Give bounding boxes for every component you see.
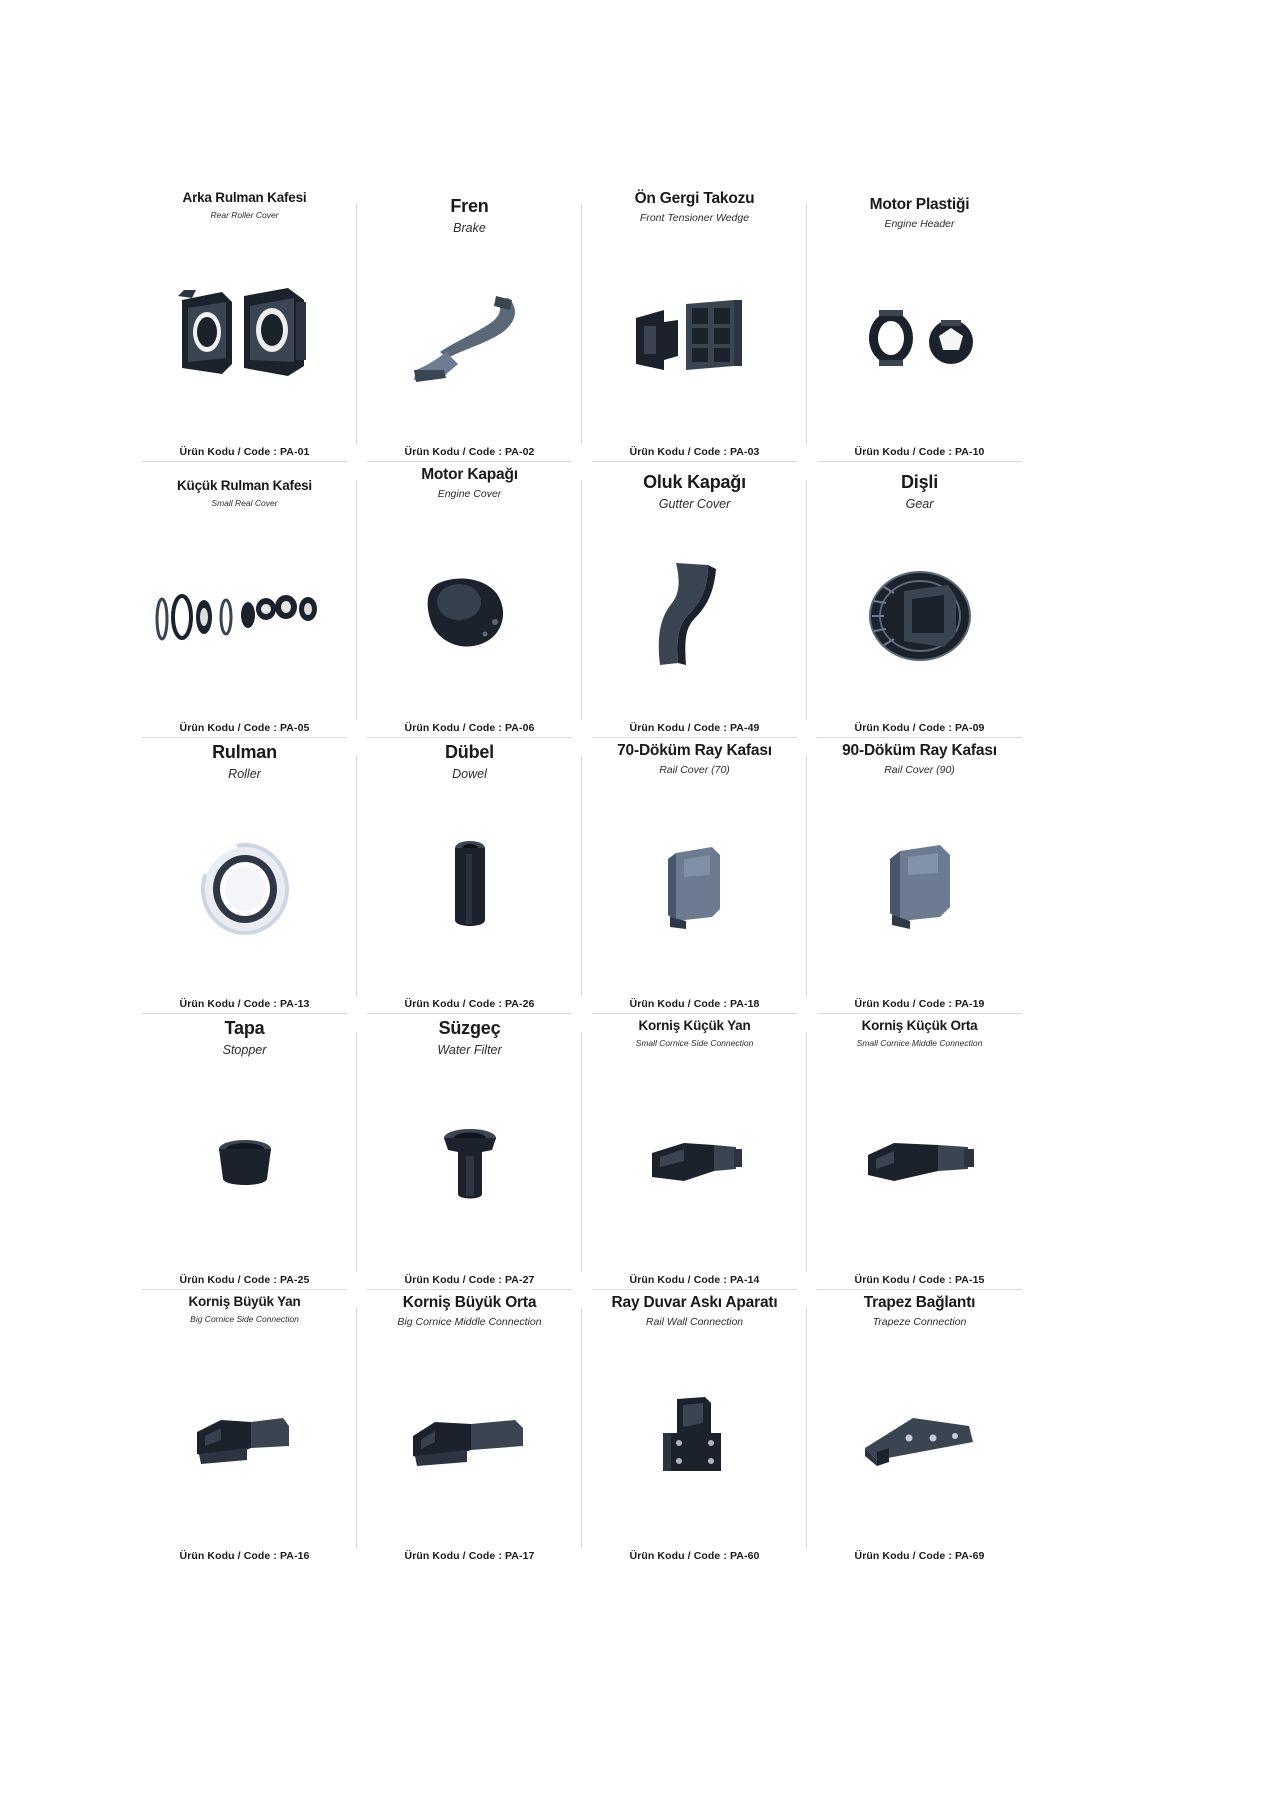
product-subtitle: Small Cornice Middle Connection xyxy=(856,1037,983,1048)
product-code: Ürün Kodu / Code : PA-49 xyxy=(629,722,760,734)
product-card xyxy=(582,1014,807,1290)
product-card xyxy=(132,738,357,1014)
product-subtitle: Rear Roller Cover xyxy=(210,209,279,220)
product-title: 70-Döküm Ray Kafası xyxy=(617,742,772,759)
product-card xyxy=(807,738,1032,1014)
product-title: Tapa xyxy=(224,1018,265,1038)
product-code: Ürün Kodu / Code : PA-19 xyxy=(854,998,985,1010)
product-title: Korniş Büyük Yan xyxy=(188,1294,301,1309)
product-card xyxy=(132,186,357,462)
rail-head-70-icon xyxy=(582,776,807,998)
product-subtitle: Gutter Cover xyxy=(658,496,731,511)
tensioner-wedge-icon xyxy=(582,224,807,446)
product-subtitle: Big Cornice Side Connection xyxy=(190,1313,299,1324)
product-title: Ray Duvar Askı Aparatı xyxy=(611,1294,778,1311)
product-title: Rulman xyxy=(212,742,277,762)
gutter-cover-icon xyxy=(582,511,807,722)
product-code: Ürün Kodu / Code : PA-10 xyxy=(854,446,985,458)
cornice-small-middle-icon xyxy=(807,1048,1032,1274)
product-code: Ürün Kodu / Code : PA-27 xyxy=(404,1274,535,1286)
product-subtitle: Rail Cover (90) xyxy=(884,763,955,776)
product-title: Korniş Küçük Yan xyxy=(638,1018,751,1033)
product-title: Motor Kapağı xyxy=(421,466,518,483)
product-row xyxy=(132,1290,1032,1566)
product-code: Ürün Kodu / Code : PA-03 xyxy=(629,446,760,458)
product-title: Dübel xyxy=(444,742,494,762)
product-card xyxy=(132,462,357,738)
product-card xyxy=(357,738,582,1014)
cornice-big-middle-icon xyxy=(357,1328,582,1550)
product-subtitle: Gear xyxy=(905,496,934,511)
product-card xyxy=(807,1290,1032,1566)
product-card xyxy=(132,1014,357,1290)
product-subtitle: Big Cornice Middle Connection xyxy=(397,1315,542,1328)
product-subtitle: Front Tensioner Wedge xyxy=(639,211,750,224)
product-code: Ürün Kodu / Code : PA-02 xyxy=(404,446,535,458)
small-bearing-parts-icon xyxy=(132,508,357,722)
product-title: Fren xyxy=(450,196,489,216)
product-subtitle: Brake xyxy=(453,220,486,235)
product-subtitle: Engine Cover xyxy=(437,487,502,500)
product-code: Ürün Kodu / Code : PA-16 xyxy=(179,1550,310,1562)
product-row xyxy=(132,738,1032,1014)
product-title: Korniş Büyük Orta xyxy=(402,1294,537,1311)
brake-lever-icon xyxy=(357,235,582,446)
product-code: Ürün Kodu / Code : PA-01 xyxy=(179,446,310,458)
product-card xyxy=(807,462,1032,738)
product-card xyxy=(357,462,582,738)
bearing-cage-halves-icon xyxy=(132,220,357,446)
cornice-big-side-icon xyxy=(132,1324,357,1550)
cornice-small-side-icon xyxy=(582,1048,807,1274)
product-title: Küçük Rulman Kafesi xyxy=(177,478,312,493)
product-subtitle: Stopper xyxy=(222,1042,267,1057)
gear-icon xyxy=(807,511,1032,722)
roller-bearing-icon xyxy=(132,781,357,998)
water-filter-icon xyxy=(357,1057,582,1274)
product-card xyxy=(357,1014,582,1290)
product-subtitle: Trapeze Connection xyxy=(872,1315,967,1328)
dowel-icon xyxy=(357,781,582,998)
product-code: Ürün Kodu / Code : PA-18 xyxy=(629,998,760,1010)
product-card xyxy=(357,1290,582,1566)
product-card xyxy=(807,1014,1032,1290)
trapeze-connection-icon xyxy=(807,1328,1032,1550)
product-subtitle: Engine Header xyxy=(884,217,955,230)
product-card xyxy=(132,1290,357,1566)
product-code: Ürün Kodu / Code : PA-06 xyxy=(404,722,535,734)
product-code: Ürün Kodu / Code : PA-26 xyxy=(404,998,535,1010)
product-subtitle: Rail Wall Connection xyxy=(645,1315,744,1328)
product-card xyxy=(582,738,807,1014)
product-code: Ürün Kodu / Code : PA-09 xyxy=(854,722,985,734)
product-card xyxy=(582,1290,807,1566)
product-code: Ürün Kodu / Code : PA-15 xyxy=(854,1274,985,1286)
product-code: Ürün Kodu / Code : PA-25 xyxy=(179,1274,310,1286)
rail-wall-bracket-icon xyxy=(582,1328,807,1550)
product-card xyxy=(582,462,807,738)
engine-header-rings-icon xyxy=(807,230,1032,446)
product-title: Oluk Kapağı xyxy=(643,472,746,492)
product-code: Ürün Kodu / Code : PA-13 xyxy=(179,998,310,1010)
product-title: Arka Rulman Kafesi xyxy=(182,190,307,205)
product-title: 90-Döküm Ray Kafası xyxy=(842,742,997,759)
product-title: Süzgeç xyxy=(438,1018,501,1038)
product-card xyxy=(582,186,807,462)
stopper-icon xyxy=(132,1057,357,1274)
product-card xyxy=(357,186,582,462)
product-code: Ürün Kodu / Code : PA-14 xyxy=(629,1274,760,1286)
product-catalog-grid xyxy=(132,186,1032,1566)
product-row xyxy=(132,1014,1032,1290)
product-subtitle: Rail Cover (70) xyxy=(659,763,730,776)
product-title: Motor Plastiği xyxy=(869,196,970,213)
product-code: Ürün Kodu / Code : PA-17 xyxy=(404,1550,535,1562)
engine-cover-icon xyxy=(357,500,582,722)
product-subtitle: Roller xyxy=(228,766,261,781)
product-code: Ürün Kodu / Code : PA-05 xyxy=(179,722,310,734)
product-code: Ürün Kodu / Code : PA-60 xyxy=(629,1550,760,1562)
product-subtitle: Small Cornice Side Connection xyxy=(635,1037,754,1048)
product-row xyxy=(132,186,1032,462)
product-row xyxy=(132,462,1032,738)
product-title: Ön Gergi Takozu xyxy=(634,190,755,207)
product-subtitle: Dowel xyxy=(452,766,487,781)
product-code: Ürün Kodu / Code : PA-69 xyxy=(854,1550,985,1562)
product-card xyxy=(807,186,1032,462)
product-subtitle: Small Real Cover xyxy=(211,497,278,508)
product-title: Korniş Küçük Orta xyxy=(861,1018,978,1033)
product-title: Dişli xyxy=(900,472,938,492)
rail-head-90-icon xyxy=(807,776,1032,998)
product-title: Trapez Bağlantı xyxy=(863,1294,976,1311)
product-subtitle: Water Filter xyxy=(437,1042,502,1057)
